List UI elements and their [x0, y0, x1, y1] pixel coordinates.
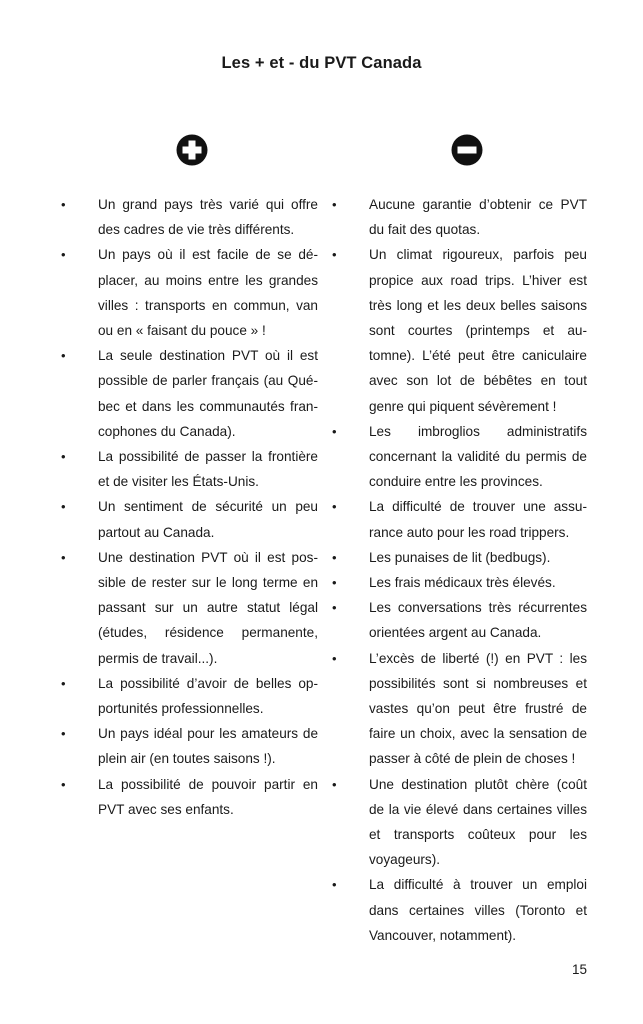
plus-circle-icon	[176, 134, 208, 166]
bullet-icon: •	[61, 348, 66, 364]
bullet-icon: •	[332, 650, 337, 666]
pro-text: La possibilité d’avoir de belles opportunités professionnelles.	[98, 675, 318, 717]
bullet-icon: •	[332, 247, 337, 263]
list-item	[329, 646, 587, 772]
list-item	[58, 192, 318, 242]
list-item	[329, 545, 587, 570]
bullet-icon: •	[332, 499, 337, 515]
page-number: 15	[571, 962, 587, 977]
list-item	[329, 242, 587, 418]
bullet-icon: •	[332, 575, 337, 591]
list-item	[329, 772, 587, 873]
con-text: Les punaises de lit (bedbugs).	[369, 549, 551, 565]
list-item	[58, 343, 318, 444]
pro-text: Une destination PVT où il est possible de rester sur le long terme en passant sur un autre statut légal (études, résidence permanente, permis de travail...).	[98, 549, 318, 666]
bullet-icon: •	[61, 726, 66, 742]
con-text: Les imbroglios administratifs concernant la validité du permis de conduire entre les provinces.	[369, 423, 587, 490]
page-title: Les + et - du PVT Canada	[221, 54, 422, 72]
list-item	[329, 419, 587, 495]
con-text: Les conversations très récurrentes orientées argent au Canada.	[369, 600, 587, 641]
list-item	[58, 545, 318, 671]
con-text: Les frais médicaux très élevés.	[369, 575, 556, 591]
pro-text: Un sentiment de sécurité un peu partout au Canada.	[98, 499, 318, 540]
bullet-icon: •	[61, 247, 66, 263]
bullet-icon: •	[332, 877, 337, 893]
list-item	[329, 192, 587, 242]
con-text: La difficulté à trouver un emploi dans certaines villes (Toronto et Vancouver, notamment).	[369, 877, 587, 943]
list-item	[58, 772, 318, 822]
con-text: Aucune garantie d’obtenir ce PVT du fait des quotas.	[369, 197, 587, 238]
list-item	[58, 444, 318, 494]
cons-list	[329, 192, 587, 948]
pro-text: La seule destination PVT où il est possible de parler français (au Québec et dans les communautés francophones du Canada).	[98, 348, 318, 439]
bullet-icon: •	[332, 549, 337, 565]
con-text: Un climat rigoureux, parfois peu propice aux road trips. L’hiver est très long et les deux belles saisons sont courtes (printemps et automne). L’été peut être caniculaire avec son lot de bébêtes en tout genre qui piquent sévèrement !	[369, 247, 587, 414]
con-text: La difficulté de trouver une assurance auto pour les road trippers.	[369, 499, 587, 540]
bullet-icon: •	[61, 449, 66, 465]
pro-text: La possibilité de pouvoir partir en PVT avec ses enfants.	[98, 776, 318, 817]
pro-text: Un pays idéal pour les amateurs de plein air (en toutes saisons !).	[98, 726, 318, 767]
bullet-icon: •	[61, 675, 66, 691]
bullet-icon: •	[332, 197, 337, 212]
pro-text: Un pays où il est facile de se déplacer, au moins entre les grandes villes : transports en commun, van ou en « faisant du pouce » !	[98, 247, 318, 339]
list-item	[58, 242, 318, 343]
pros-list	[58, 192, 318, 822]
bullet-icon: •	[332, 600, 337, 616]
bullet-icon: •	[61, 197, 66, 212]
bullet-icon: •	[61, 499, 66, 515]
list-item	[329, 570, 587, 595]
pro-text: Un grand pays très varié qui offre des cadres de vie très différents.	[98, 197, 318, 238]
bullet-icon: •	[61, 549, 66, 565]
list-item	[58, 721, 318, 771]
pro-text: La possibilité de passer la frontière et de visiter les États-Unis.	[98, 449, 318, 490]
list-item	[58, 494, 318, 544]
list-item	[329, 595, 587, 645]
bullet-icon: •	[332, 423, 337, 439]
list-item	[329, 494, 587, 544]
con-text: L’excès de liberté (!) en PVT : les possibilités sont si nombreuses et vastes qu’on peut être frustré de faire un choix, avec la sensation de passer à côté de plein de choses !	[369, 650, 587, 767]
minus-circle-icon	[451, 134, 483, 166]
list-item	[329, 872, 587, 948]
con-text: Une destination plutôt chère (coût de la vie élevé dans certaines villes et transports coûteux pour les voyageurs).	[369, 776, 587, 868]
bullet-icon: •	[332, 776, 337, 792]
bullet-icon: •	[61, 776, 66, 792]
list-item	[58, 671, 318, 721]
